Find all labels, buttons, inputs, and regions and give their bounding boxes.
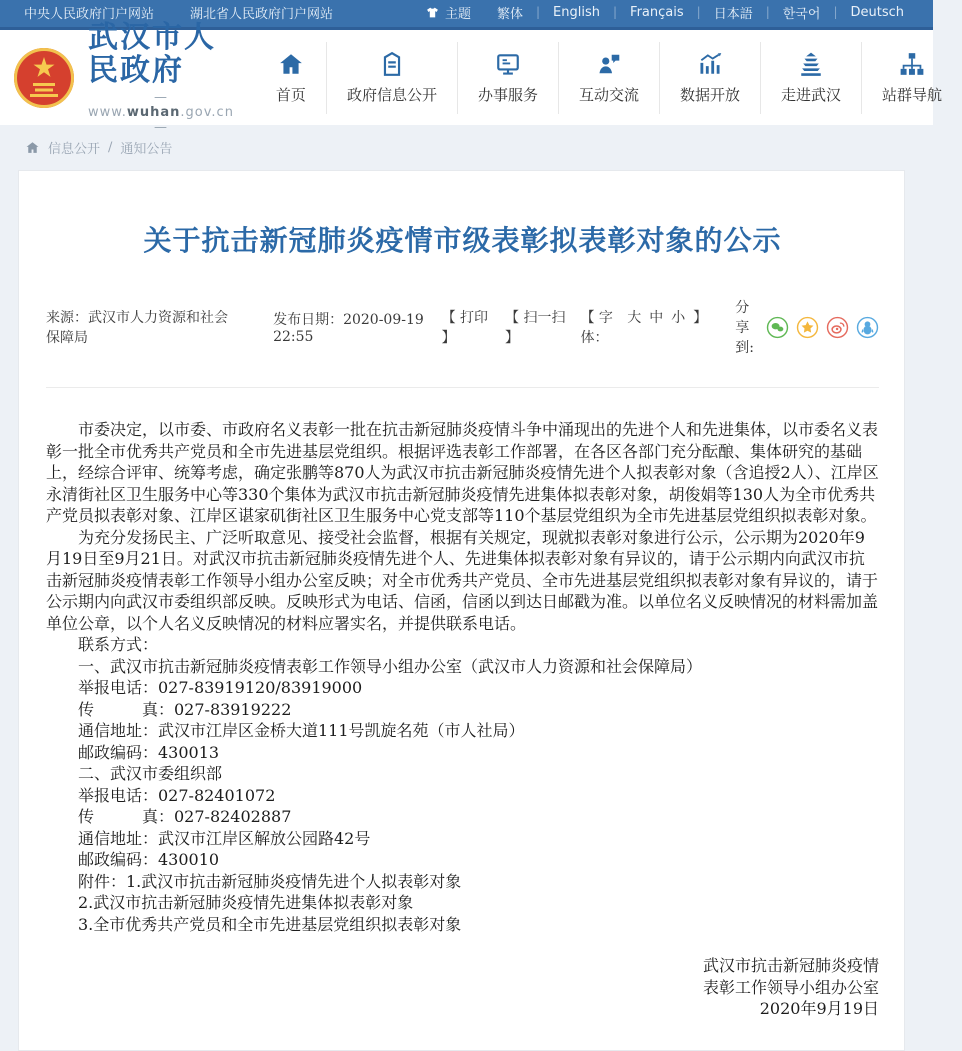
lang-german[interactable]: Deutsch: [850, 4, 904, 20]
lang-traditional[interactable]: 繁体: [496, 6, 523, 22]
nav-item-site-group-nav[interactable]: 站群导航: [861, 42, 962, 114]
contact-phone-1: 举报电话：027-83919120/83919000: [78, 678, 363, 697]
share-label: 分享到:: [735, 300, 755, 356]
divider: |: [536, 5, 541, 19]
contact-fax-2: 传 真：027-82402887: [78, 807, 292, 826]
service-icon: [495, 51, 521, 77]
theme-switcher[interactable]: 主题: [413, 3, 484, 22]
lang-japanese[interactable]: 日本語: [713, 6, 753, 22]
attachment-link-2[interactable]: 2.武汉市抗击新冠肺炎疫情先进集体拟表彰对象: [78, 893, 414, 912]
breadcrumb-separator: /: [108, 140, 113, 155]
language-bar: [413, 3, 917, 22]
print-button[interactable]: 【 打印 】: [441, 310, 489, 346]
breadcrumb-item-notices[interactable]: 通知公告: [120, 142, 173, 157]
site-header: [0, 19, 943, 135]
font-size-control: [580, 307, 707, 347]
contact-phone-2: 举报电话：027-82401072: [78, 785, 276, 805]
breadcrumb-home-icon: [25, 140, 40, 155]
divider: |: [613, 5, 618, 19]
share-qzone-icon[interactable]: [796, 316, 819, 339]
share-qq-icon[interactable]: [856, 316, 879, 339]
national-emblem-icon: [12, 46, 76, 110]
font-size-small-button[interactable]: 小: [671, 310, 686, 326]
site-name: 武汉市人民政府: [88, 19, 216, 88]
article-tools: [442, 307, 708, 347]
signature-line: 表彰工作领导小组办公室: [702, 977, 879, 997]
article-body: [46, 419, 879, 935]
breadcrumb-item-info-disclosure[interactable]: 信息公开: [48, 142, 101, 157]
share-wechat-icon[interactable]: [766, 316, 789, 339]
font-size-label-end: 】: [693, 310, 708, 326]
signature-date: 2020年9月19日: [759, 999, 879, 1018]
central-gov-portal-link[interactable]: 中央人民政府门户网站: [24, 6, 155, 22]
nav-item-info-disclosure[interactable]: 政府信息公开: [326, 42, 457, 114]
attachment-link-3[interactable]: 3.全市优秀共产党员和全市先进基层党组织拟表彰对象: [78, 914, 462, 934]
contact-address-2: 通信地址：武汉市江岸区解放公园路42号: [78, 828, 371, 848]
home-icon: [278, 51, 304, 77]
scan-qr-button[interactable]: 【 扫一扫 】: [505, 310, 566, 346]
nav-item-services[interactable]: 办事服务: [457, 42, 558, 114]
site-logo[interactable]: [12, 21, 234, 135]
nav-item-visit-wuhan[interactable]: 走进武汉: [760, 42, 861, 114]
article-signature: [46, 955, 879, 1020]
article-publish-date: 发布日期：2020-09-19 22:55: [273, 312, 424, 345]
font-size-medium-button[interactable]: 中: [649, 310, 664, 326]
visit-wuhan-icon: [798, 51, 824, 77]
article-meta-bar: [46, 297, 879, 357]
open-data-icon: [697, 51, 723, 77]
divider: |: [765, 5, 770, 19]
divider: |: [696, 5, 701, 19]
lang-korean[interactable]: 한국어: [782, 6, 821, 22]
site-url: — www.wuhan.gov.cn —: [88, 89, 234, 135]
interaction-icon: [596, 51, 622, 77]
contact-fax-1: 传 真：027-83919222: [78, 699, 292, 719]
tshirt-icon: [426, 6, 439, 19]
contact-address-1: 通信地址：武汉市江岸区金桥大道111号凯旋名苑（市人社局）: [78, 721, 525, 740]
nav-item-home[interactable]: 首页: [256, 42, 326, 114]
hubei-gov-portal-link[interactable]: 湖北省人民政府门户网站: [190, 6, 334, 22]
article-card: [18, 170, 905, 1051]
site-title-block: [88, 21, 234, 135]
lang-english[interactable]: English: [553, 4, 600, 20]
gov-portal-links: [24, 3, 333, 22]
page-title: 关于抗击新冠肺炎疫情市级表彰拟表彰对象的公示: [143, 224, 782, 257]
divider: |: [833, 5, 838, 19]
article-source: 来源：武汉市人力资源和社会保障局: [46, 310, 228, 346]
nav-item-interaction[interactable]: 互动交流: [558, 42, 659, 114]
contact-org-2: 二、武汉市委组织部: [78, 764, 223, 783]
contact-postcode-2: 邮政编码：430010: [78, 850, 220, 869]
article-paragraph: 为充分发扬民主、广泛听取意见、接受社会监督，根据有关规定，现就拟表彰对象进行公示，公示期为2020年9月19日至9月21日。对武汉市抗击新冠肺炎疫情先进个人、先进集体拟表彰对象有异议的，请于公示期内向武汉市抗击新冠肺炎疫情表彰工作领导小组办公室反映；对全市优秀共产党员、全市先进基层党组织拟表彰对象有异议的，请于公示期内向武汉市委组织部反映。反映形式为电话、信函，信函以到达日邮戳为准。以单位名义反映情况的材料需加盖单位公章，以个人名义反映情况的材料应署实名，并提供联系电话。: [46, 527, 879, 633]
info-disclosure-icon: [379, 51, 405, 77]
site-group-icon: [899, 51, 925, 77]
share-weibo-icon[interactable]: [826, 316, 849, 339]
contact-org-1: 一、武汉市抗击新冠肺炎疫情表彰工作领导小组办公室（武汉市人力资源和社会保障局）: [78, 656, 703, 676]
nav-item-open-data[interactable]: 数据开放: [659, 42, 760, 114]
main-nav: [256, 42, 962, 114]
signature-line: 武汉市抗击新冠肺炎疫情: [702, 956, 879, 975]
lang-french[interactable]: Français: [630, 4, 684, 20]
contact-postcode-1: 邮政编码：430013: [78, 742, 220, 762]
font-size-label: 【 字体：: [580, 310, 613, 346]
contact-heading: 联系方式：: [78, 635, 159, 654]
attachment-link-1[interactable]: 附件：1.武汉市抗击新冠肺炎疫情先进个人拟表彰对象: [78, 871, 462, 891]
meta-divider: [46, 387, 879, 388]
article-paragraph: 市委决定，以市委、市政府名义表彰一批在抗击新冠肺炎疫情斗争中涌现出的先进个人和先进集体，以市委名义表彰一批全市优秀共产党员和全市先进基层党组织。根据评选表彰工作部署，在各区各部门充分酝酿、集体研究的基础上，经综合评审、统筹考虑，确定张鹏等870人为武汉市抗击新冠肺炎疫情先进个人拟表彰对象（含追授2人）、江岸区永清街社区卫生服务中心等330个集体为武汉市抗击新冠肺炎疫情先进集体拟表彰对象，胡俊娟等130人为全市优秀共产党员拟表彰对象、江岸区谌家矶街社区卫生服务中心党支部等110个基层党组织为全市先进基层党组织拟表彰对象。: [46, 420, 879, 525]
share-bar: [735, 297, 879, 357]
font-size-large-button[interactable]: 大: [627, 310, 642, 326]
